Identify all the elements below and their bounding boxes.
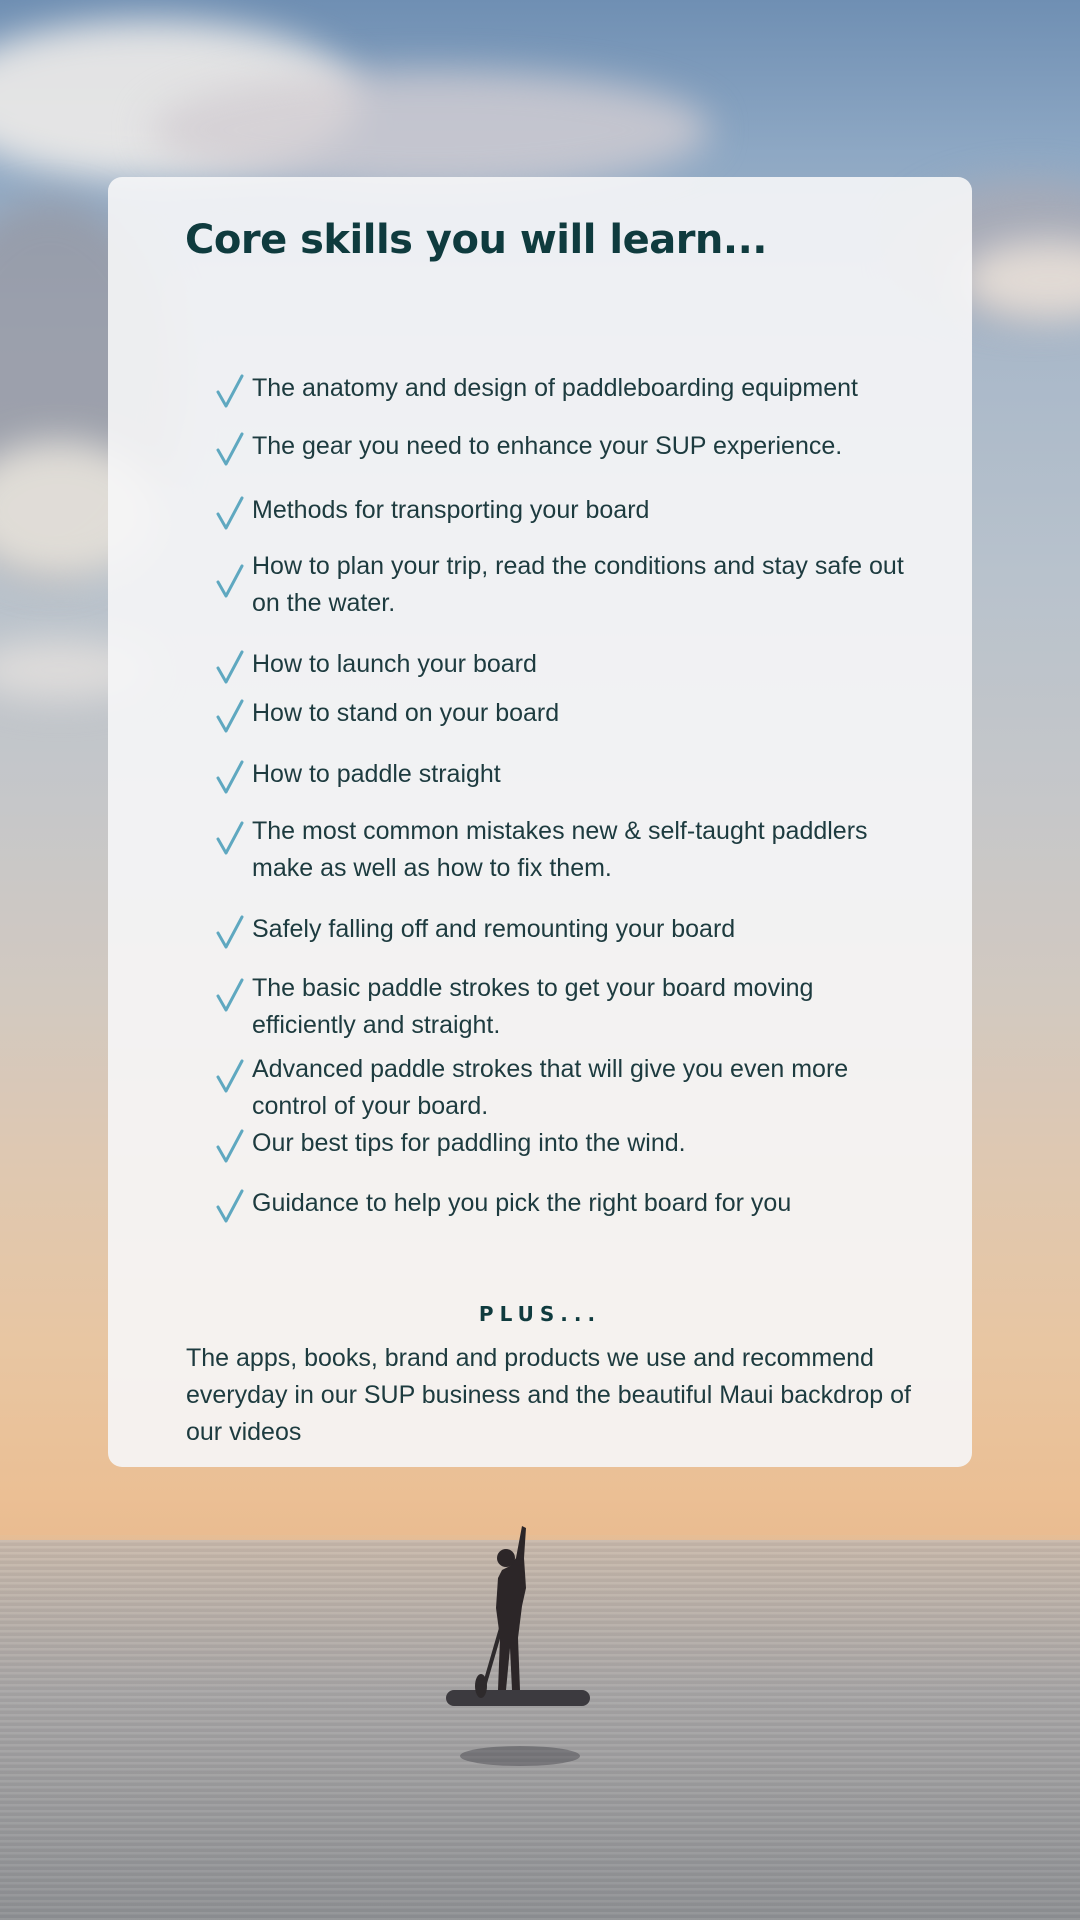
skill-text: Advanced paddle strokes that will give you even more control of your board. <box>252 1055 849 1120</box>
check-icon <box>216 374 248 408</box>
board-reflection <box>460 1746 580 1766</box>
list-item <box>216 813 916 887</box>
skill-text: Safely falling off and remounting your board <box>252 915 736 943</box>
list-item <box>216 1051 916 1125</box>
check-icon <box>216 432 248 466</box>
plus-text: The apps, books, brand and products we use and recommend everyday in our SUP business and the beautiful Maui backdrop of our videos <box>186 1344 911 1446</box>
list-item <box>216 428 916 466</box>
list-item <box>216 370 916 408</box>
skill-text: Our best tips for paddling into the wind. <box>252 1129 686 1157</box>
paddle-blade <box>475 1674 487 1698</box>
skill-text: How to paddle straight <box>252 760 501 788</box>
check-icon <box>216 760 248 794</box>
list-item <box>216 492 916 530</box>
skill-text: How to plan your trip, read the conditions and stay safe out on the water. <box>252 552 904 617</box>
skill-text: The gear you need to enhance your SUP experience. <box>252 432 843 460</box>
check-icon <box>216 699 248 733</box>
list-item <box>216 756 916 794</box>
skill-text: The basic paddle strokes to get your board moving efficiently and straight. <box>252 974 814 1039</box>
list-item <box>216 646 916 684</box>
skill-text: How to stand on your board <box>252 699 560 727</box>
skill-text: The most common mistakes new & self-taught paddlers make as well as how to fix them. <box>252 817 868 882</box>
skill-text: The anatomy and design of paddleboarding equipment <box>252 374 858 402</box>
list-item <box>216 695 916 733</box>
check-icon <box>216 1059 248 1093</box>
skill-text: How to launch your board <box>252 650 537 678</box>
list-item <box>216 1125 916 1163</box>
card-title: Core skills you will learn... <box>185 217 767 263</box>
check-icon <box>216 496 248 530</box>
check-icon <box>216 650 248 684</box>
plus-heading: PLUS... <box>478 1302 602 1326</box>
paddler-head <box>497 1549 515 1567</box>
check-icon <box>216 1129 248 1163</box>
skill-text: Guidance to help you pick the right board for you <box>252 1189 792 1217</box>
skill-text: Methods for transporting your board <box>252 496 650 524</box>
list-item <box>216 548 916 622</box>
paddle-board <box>446 1690 590 1706</box>
skills-card <box>108 177 972 1467</box>
list-item <box>216 911 916 949</box>
check-icon <box>216 1189 248 1223</box>
paddleboarder-image <box>440 1518 600 1778</box>
cloud <box>150 70 710 190</box>
list-item <box>216 970 916 1044</box>
list-item <box>216 1185 916 1223</box>
check-icon <box>216 978 248 1012</box>
check-icon <box>216 915 248 949</box>
check-icon <box>216 821 248 855</box>
check-icon <box>216 564 248 598</box>
